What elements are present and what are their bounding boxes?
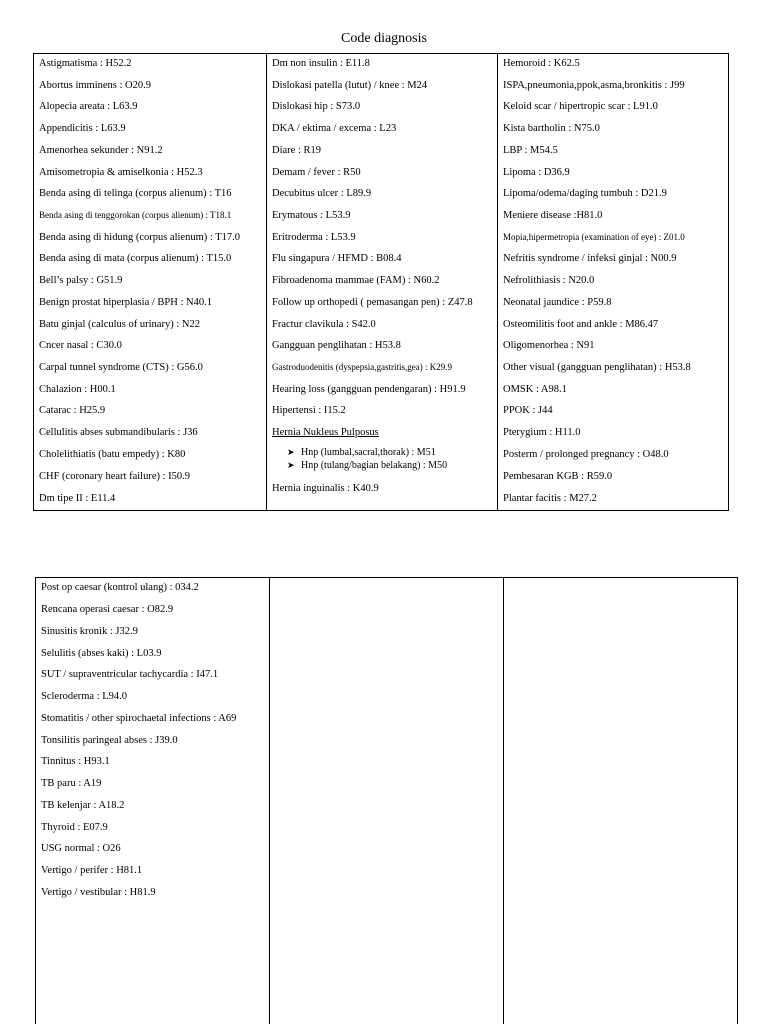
- diagnosis-entry: Demam / fever : R50: [272, 167, 361, 178]
- diagnosis-entry: Stomatitis / other spirochaetal infections : A69: [41, 713, 237, 724]
- diagnosis-entry: Appendicitis : L63.9: [39, 123, 126, 134]
- diagnosis-entry: Follow up orthopedi ( pemasangan pen) : Z47.8: [272, 297, 473, 308]
- diagnosis-entry: Oligomenorhea : N91: [503, 340, 595, 351]
- diagnosis-entry: Mopia,hipermetropia (examination of eye) : Z01.0: [503, 232, 685, 242]
- diagnosis-entry: Benda asing di mata (corpus alienum) : T15.0: [39, 253, 232, 264]
- hernia-nukleus-heading: Hernia Nukleus Pulposus: [272, 427, 379, 438]
- diagnosis-entry: Hipertensi : I15.2: [272, 405, 346, 416]
- diagnosis-entry: Selulitis (abses kaki) : L03.9: [41, 648, 162, 659]
- diagnosis-entry: Erymatous : L53.9: [272, 210, 351, 221]
- diagnosis-entry: TB paru : A19: [41, 778, 102, 789]
- diagnosis-entry: Hemoroid : K62.5: [503, 58, 580, 69]
- diagnosis-entry: Keloid scar / hipertropic scar : L91.0: [503, 101, 658, 112]
- diagnosis-entry: Meniere disease :H81.0: [503, 210, 603, 221]
- diagnosis-entry: Hernia inguinalis : K40.9: [272, 483, 379, 494]
- table1-column-1: [34, 54, 266, 510]
- diagnosis-entry: Fractur clavikula : S42.0: [272, 319, 376, 330]
- diagnosis-entry: DKA / ektima / excema : L23: [272, 123, 397, 134]
- diagnosis-entry: Dislokasi hip : S73.0: [272, 101, 361, 112]
- diagnosis-entry: Astigmatisma : H52.2: [39, 58, 132, 69]
- bullet-text: Hnp (tulang/bagian belakang) : M50: [301, 460, 448, 471]
- table2-column-1: [36, 578, 269, 1024]
- diagnosis-entry: Abortus imminens : O20.9: [39, 80, 151, 91]
- diagnosis-entry: Scleroderma : L94.0: [41, 691, 128, 702]
- diagnosis-entry: Alopecia areata : L63.9: [39, 101, 138, 112]
- diagnosis-entry: Nefritis syndrome / infeksi ginjal : N00.9: [503, 253, 677, 264]
- diagnosis-entry: Amenorhea sekunder : N91.2: [39, 145, 163, 156]
- diagnosis-entry: Cholelithiatis (batu empedy) : K80: [39, 449, 186, 460]
- diagnosis-entry: Dm non insulin : E11.8: [272, 58, 370, 69]
- diagnosis-entry: LBP : M54.5: [503, 145, 558, 156]
- diagnosis-entry: Diare : R19: [272, 145, 321, 156]
- diagnosis-entry: Pterygium : H11.0: [503, 427, 581, 438]
- diagnosis-entry: Posterm / prolonged pregnancy : O48.0: [503, 449, 669, 460]
- diagnosis-entry: Benda asing di tenggorokan (corpus alienum) : T18.1: [39, 210, 232, 220]
- diagnosis-entry: Eritroderma : L53.9: [272, 232, 356, 243]
- diagnosis-entry: Flu singapura / HFMD : B08.4: [272, 253, 402, 264]
- diagnosis-entry: Plantar facitis : M27.2: [503, 493, 597, 504]
- diagnosis-table-2: [35, 577, 738, 1024]
- diagnosis-entry: Hearing loss (gangguan pendengaran) : H91.9: [272, 384, 466, 395]
- diagnosis-entry: Amisometropia & amiselkonia : H52.3: [39, 167, 203, 178]
- diagnosis-entry: Gastroduodenitis (dyspepsia,gastritis,gea) : K29.9: [272, 362, 452, 372]
- diagnosis-entry: USG normal : O26: [41, 843, 121, 854]
- diagnosis-entry: Catarac : H25.9: [39, 405, 106, 416]
- diagnosis-entry: Thyroid : E07.9: [41, 822, 108, 833]
- diagnosis-entry: ISPA,pneumonia,ppok,asma,bronkitis : J99: [503, 80, 685, 91]
- diagnosis-entry: Benda asing di hidung (corpus alienum) : T17.0: [39, 232, 241, 243]
- diagnosis-entry: Tonsilitis paringeal abses : J39.0: [41, 735, 178, 746]
- diagnosis-entry: Gangguan penglihatan : H53.8: [272, 340, 401, 351]
- diagnosis-entry: Batu ginjal (calculus of urinary) : N22: [39, 319, 200, 330]
- diagnosis-entry: Vertigo / perifer : H81.1: [41, 865, 143, 876]
- diagnosis-entry: Other visual (gangguan penglihatan) : H53.8: [503, 362, 691, 373]
- table2-column-3: [503, 578, 737, 1024]
- diagnosis-table-1: [33, 53, 729, 511]
- bullet-text: Hnp (lumbal,sacral,thorak) : M51: [301, 447, 436, 458]
- page-title: Code diagnosis: [341, 31, 427, 46]
- diagnosis-entry: Lipoma/odema/daging tumbuh : D21.9: [503, 188, 667, 199]
- hnp-bullet-item: [287, 446, 495, 459]
- diagnosis-entry: Kista bartholin : N75.0: [503, 123, 600, 134]
- diagnosis-entry: Vertigo / vestibular : H81.9: [41, 887, 156, 898]
- diagnosis-entry: Cncer nasal : C30.0: [39, 340, 122, 351]
- diagnosis-entry: CHF (coronary heart failure) : I50.9: [39, 471, 191, 482]
- diagnosis-entry: TB kelenjar : A18.2: [41, 800, 125, 811]
- diagnosis-entry: Lipoma : D36.9: [503, 167, 570, 178]
- diagnosis-entry: Rencana operasi caesar : O82.9: [41, 604, 174, 615]
- diagnosis-entry: Decubitus ulcer : L89.9: [272, 188, 372, 199]
- diagnosis-entry: SUT / supraventricular tachycardia : I47.1: [41, 669, 219, 680]
- table1-column-3: [497, 54, 728, 510]
- diagnosis-entry: Chalazion : H00.1: [39, 384, 116, 395]
- diagnosis-entry: Dislokasi patella (lutut) / knee : M24: [272, 80, 428, 91]
- diagnosis-entry: Tinnitus : H93.1: [41, 756, 110, 767]
- diagnosis-entry: Fibroadenoma mammae (FAM) : N60.2: [272, 275, 440, 286]
- diagnosis-entry: PPOK : J44: [503, 405, 553, 416]
- diagnosis-entry: Neonatal jaundice : P59.8: [503, 297, 612, 308]
- diagnosis-entry: OMSK : A98.1: [503, 384, 567, 395]
- arrow-bullet-icon: ➤: [287, 447, 295, 457]
- diagnosis-entry: Sinusitis kronik : J32.9: [41, 626, 138, 637]
- diagnosis-entry: Osteomilitis foot and ankle : M86.47: [503, 319, 659, 330]
- table2-column-2: [269, 578, 503, 1024]
- diagnosis-entry: Pembesaran KGB : R59.0: [503, 471, 613, 482]
- hnp-bullet-item: [287, 459, 495, 472]
- diagnosis-entry: Dm tipe II : E11.4: [39, 493, 116, 504]
- diagnosis-entry: Bell’s palsy : G51.9: [39, 275, 123, 286]
- diagnosis-entry: Carpal tunnel syndrome (CTS) : G56.0: [39, 362, 203, 373]
- diagnosis-entry: Benda asing di telinga (corpus alienum) : T16: [39, 188, 232, 199]
- diagnosis-entry: Cellulitis abses submandibularis : J36: [39, 427, 198, 438]
- diagnosis-entry: Nefrolithiasis : N20.0: [503, 275, 595, 286]
- table1-column-2: [266, 54, 497, 510]
- arrow-bullet-icon: ➤: [287, 460, 295, 470]
- diagnosis-entry: Benign prostat hiperplasia / BPH : N40.1: [39, 297, 212, 308]
- diagnosis-entry: Post op caesar (kontrol ulang) : 034.2: [41, 582, 199, 593]
